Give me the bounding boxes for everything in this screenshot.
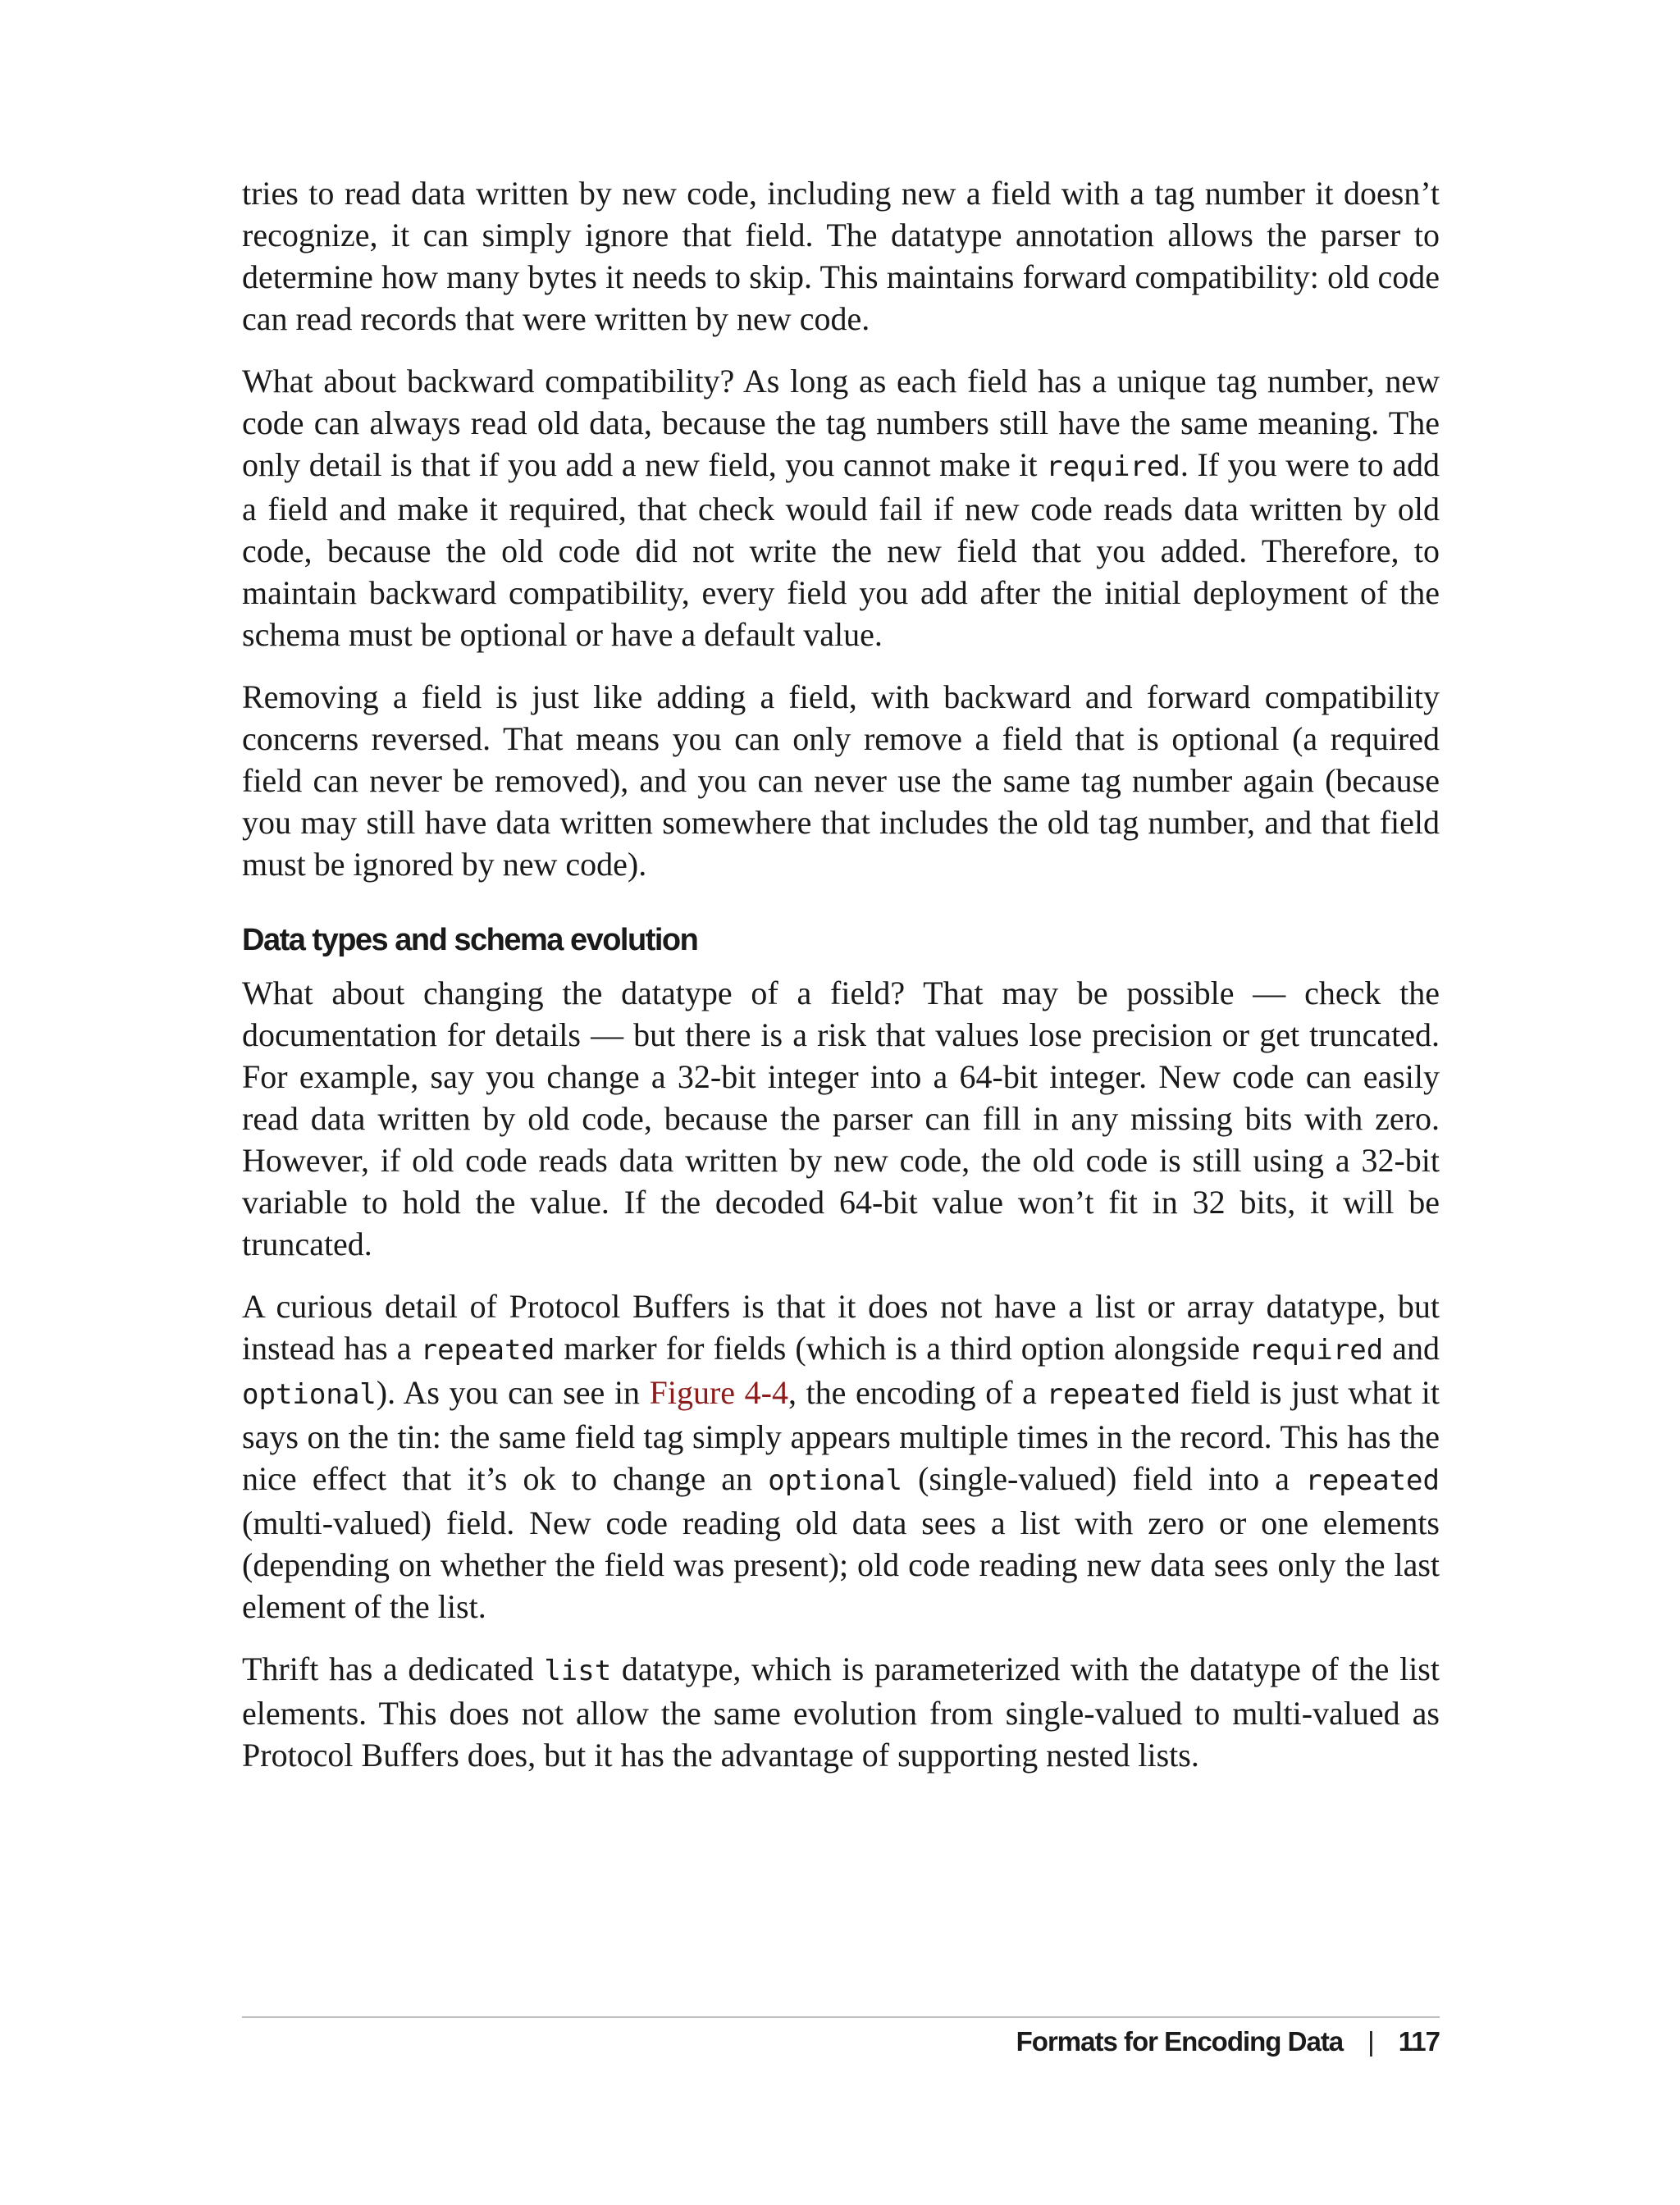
code-required: required <box>1249 1334 1384 1367</box>
footer-section-title: Formats for Encoding Data <box>1016 2026 1344 2057</box>
page-footer <box>1016 2026 1440 2057</box>
paragraph-backward-compatibility <box>242 360 1440 655</box>
text-run: field is just what it says on the tin: the same field tag simply appears multiple times in the record. This has the nice effect that it’s ok to change an <box>242 1374 1440 1497</box>
paragraph-removing-field: Removing a field is just like adding a field, with backward and forward compatibility concerns reversed. That means you can only remove a field that is optional (a required field can never be removed), and you can never use the same tag number again (because you may still have data written somewhere that includes the old tag number, and that field must be ignored by new code). <box>242 678 1440 883</box>
text-run: (multi-valued) field. New code reading old data sees a list with zero or one elements (depending on whether the field was present); old code reading new data sees only the last element of the list. <box>242 1504 1440 1625</box>
footer-rule <box>242 2016 1440 2018</box>
text-run: , the encoding of a <box>788 1374 1047 1411</box>
page-body <box>242 172 1440 1796</box>
text-run: . If you were to add a field and make it required, that check would fail if new code reads data written by old code, because the old code did not write the new field that you added. Therefore, to maintain backward compatibility, every field you add after the initial deployment of the schema must be optional or have a default value. <box>242 446 1440 653</box>
code-list: list <box>544 1655 612 1687</box>
page-number: 117 <box>1398 2026 1440 2057</box>
code-required: required <box>1046 450 1180 483</box>
text-run: datatype, which is parameterized with the datatype of the list elements. This does not allow the same evolution from single-valued to multi-valued as Protocol Buffers does, but it has the advantage of supporting nested lists. <box>242 1650 1440 1774</box>
text-run: A curious detail of Protocol Buffers is that it does not have a list or array datatype, but instead has a <box>242 1288 1440 1367</box>
paragraph-changing-datatype: What about changing the datatype of a field? That may be possible — check the documentation for details — but there is a risk that values lose precision or get truncated. For example, say you change a 32-bit integer into a 64-bit integer. New code can easily read data written by old code, because the parser can fill in any missing bits with zero. However, if old code reads data written by new code, the old code is still using a 32-bit variable to hold the value. If the decoded 64-bit value won’t fit in 32 bits, it will be truncated. <box>242 975 1440 1262</box>
text-run: (single-valued) field into a <box>902 1460 1306 1497</box>
code-repeated: repeated <box>420 1334 555 1367</box>
text-run: ). As you can see in <box>376 1374 650 1411</box>
code-repeated: repeated <box>1046 1378 1181 1411</box>
figure-link[interactable]: Figure 4-4 <box>649 1374 788 1411</box>
paragraph-repeated-marker <box>242 1285 1440 1628</box>
text-run: and <box>1383 1330 1440 1367</box>
text-run: marker for fields (which is a third option alongside <box>555 1330 1249 1367</box>
text-run: Thrift has a dedicated <box>242 1650 545 1687</box>
code-optional: optional <box>768 1464 902 1497</box>
paragraph-thrift-list <box>242 1648 1440 1776</box>
text-run: What about backward compatibility? As long as each field has a unique tag number, new code can always read old data, because the tag numbers still have the same meaning. The only detail is that if you add a new field, you cannot make it <box>242 363 1440 483</box>
code-repeated: repeated <box>1305 1464 1440 1497</box>
footer-separator: | <box>1367 2026 1374 2057</box>
paragraph-forward-compatibility: tries to read data written by new code, including new a field with a tag number it doesn’t recognize, it can simply ignore that field. The datatype annotation allows the parser to determine how many bytes it needs to skip. This maintains forward compatibility: old code can read records that were written by new code. <box>242 175 1440 337</box>
section-heading: Data types and schema evolution <box>242 923 698 957</box>
code-optional: optional <box>242 1378 377 1411</box>
